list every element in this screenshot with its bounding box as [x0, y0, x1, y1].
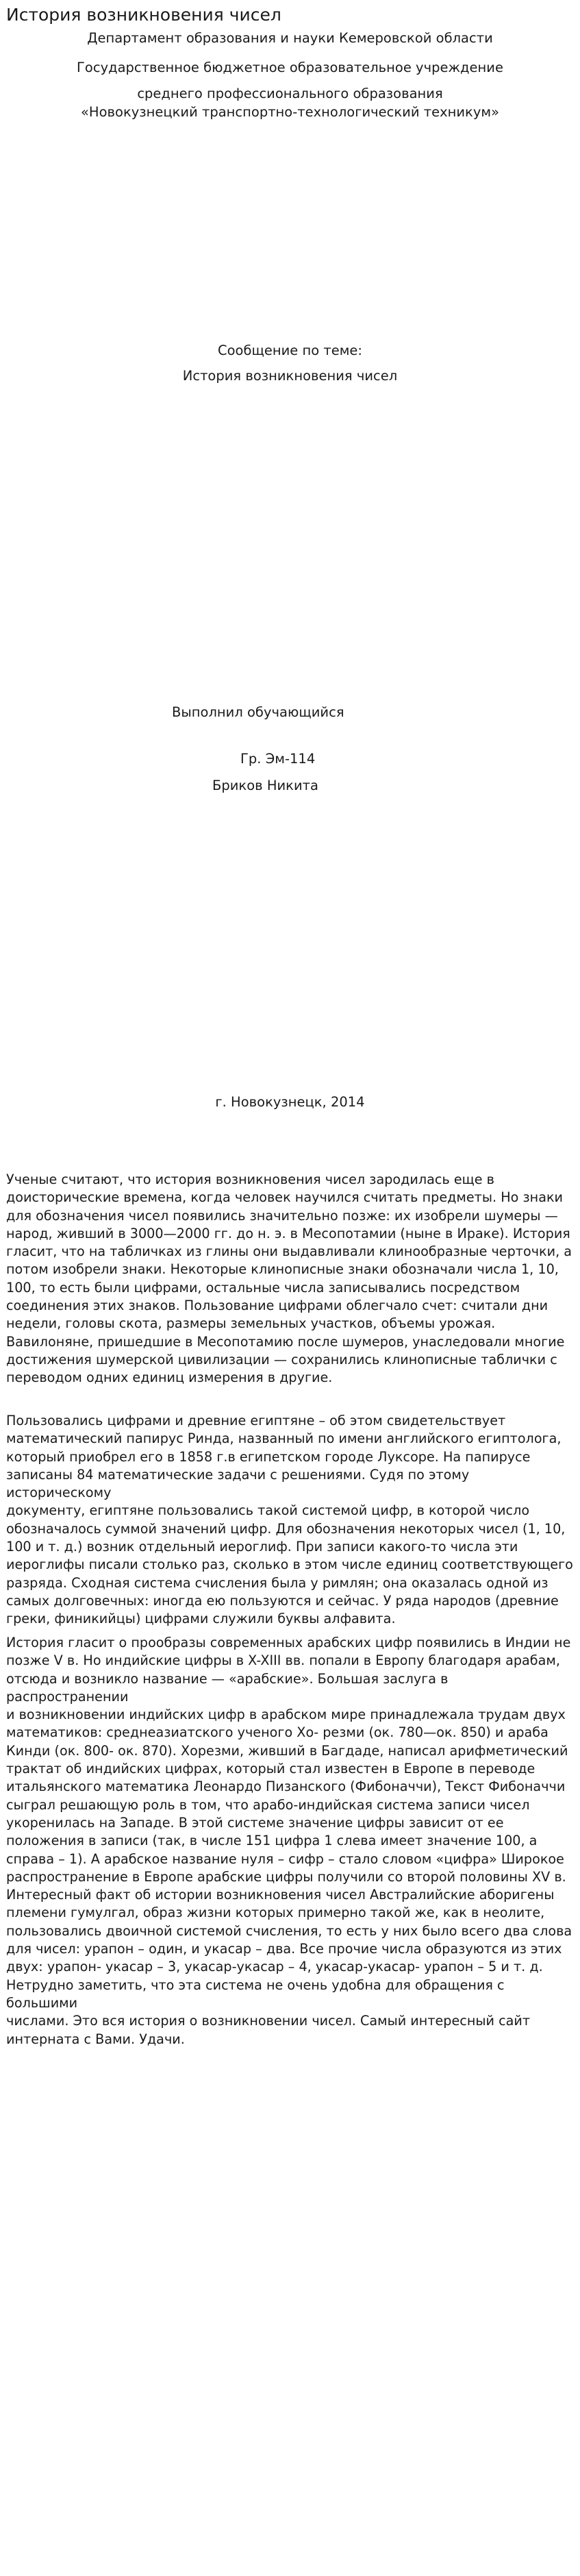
page-title: История возникновения чисел	[6, 5, 281, 25]
topic-name: История возникновения чисел	[182, 368, 398, 384]
author-group: Гр. Эм-114	[240, 751, 316, 767]
header-institution: Государственное бюджетное образовательное учреждение	[77, 60, 503, 75]
header-school-name: «Новокузнецкий транспортно-технологический техникум»	[81, 104, 499, 120]
paragraph-egyptians: Пользовались цифрами и древние египтяне – об этом свидетельствует математический папирус Ринда, названный по имени английского египтолога, который приобрел его в 1858 г.в египетском городе Луксоре. На папирусе записаны 84 математические задачи с решениями. Судя по этому историческому документу, египтяне пользовались такой системой цифр, в которой число обозначалось суммой значений цифр. Для обозначения некоторых чисел (1, 10, 100 и т. д.) возник отдельный иероглиф. При записи какого-то числа эти иероглифы писали столько раз, сколько в этом числе единиц соответствующего разряда. Сходная система счисления была у римлян; она оказалась одной из самых долговечных: иногда ею пользуются и сейчас. У ряда народов (древние греки, финикийцы) цифрами служили буквы алфавита.	[6, 1413, 573, 1627]
header-department: Департамент образования и науки Кемеровской области	[87, 30, 493, 46]
header-education-level: среднего профессионального образования	[137, 86, 443, 101]
paragraph-sumerians: Ученые считают, что история возникновения чисел зародилась еще в доисторические времена, когда человек научился считать предметы. Но знаки для обозначения чисел появились значительно позже: их изобрели шумеры — народ, живший в 3000—2000 гг. до н. э. в Месопотамии (ныне в Ираке). История гласит, что на табличках из глины они выдавливали клинообразные черточки, а потом изобрели знаки. Некоторые клинописные знаки обозначали числа 1, 10, 100, то есть были цифрами, остальные числа записывались посредством соединения этих знаков. Пользование цифрами облегчало счет: считали дни недели, головы скота, размеры земельных участков, объемы урожая. Вавилоняне, пришедшие в Месопотамию после шумеров, унаследовали многие достижения шумерской цивилизации — сохранились клинописные таблички с переводом одних единиц измерения в другие.	[6, 1172, 572, 1386]
author-label: Выполнил обучающийся	[172, 704, 344, 720]
paragraph-arabic-numerals: История гласит о прообразы современных арабских цифр появились в Индии не позже V в. Но индийские цифры в X-XIII вв. попали в Европу благодаря арабам, отсюда и возникло название — «арабские». Большая заслуга в распространении и возникновении индийских цифр в арабском мире принадлежала трудам двух математиков: среднеазиатского ученого Хо- резми (ок. 780—ок. 850) и араба Кинди (ок. 800- ок. 870). Хорезми, живший в Багдаде, написал арифметический трактат об индийских цифрах, который стал известен в Европе в переводе итальянского математика Леонардо Пизанского (Фибоначчи), Текст Фибоначчи сыграл решающую роль в том, что арабо-индийская система записи чисел укоренилась на Западе. В этой системе значение цифры зависит от ее положения в записи (так, в числе 151 цифра 1 слева имеет значение 100, а справа – 1). А арабское название нуля – сифр – стало словом «цифра» Широкое распространение в Европе арабские цифры получили со второй половины XV в. Интересный факт об истории возникновения чисел Австралийские аборигены племени гумулгал, образ жизни которых примерно такой же, как в неолите, пользовались двоичной системой счисления, то есть у них было всего два слова для чисел: урапон – один, и укасар – два. Все прочие числа образуются из этих двух: урапон- укасар – 3, укасар-укасар – 4, укасар-укасар- урапон – 5 и т. д. Нетрудно заметить, что эта система не очень удобна для обращения с большими числами. Это вся история о возникновении чисел. Самый интересный сайт интерната с Вами. Удачи.	[6, 1635, 572, 2047]
topic-label: Сообщение по теме:	[218, 343, 362, 358]
city-year: г. Новокузнецк, 2014	[215, 1094, 365, 1110]
author-name: Бриков Никита	[212, 778, 318, 793]
